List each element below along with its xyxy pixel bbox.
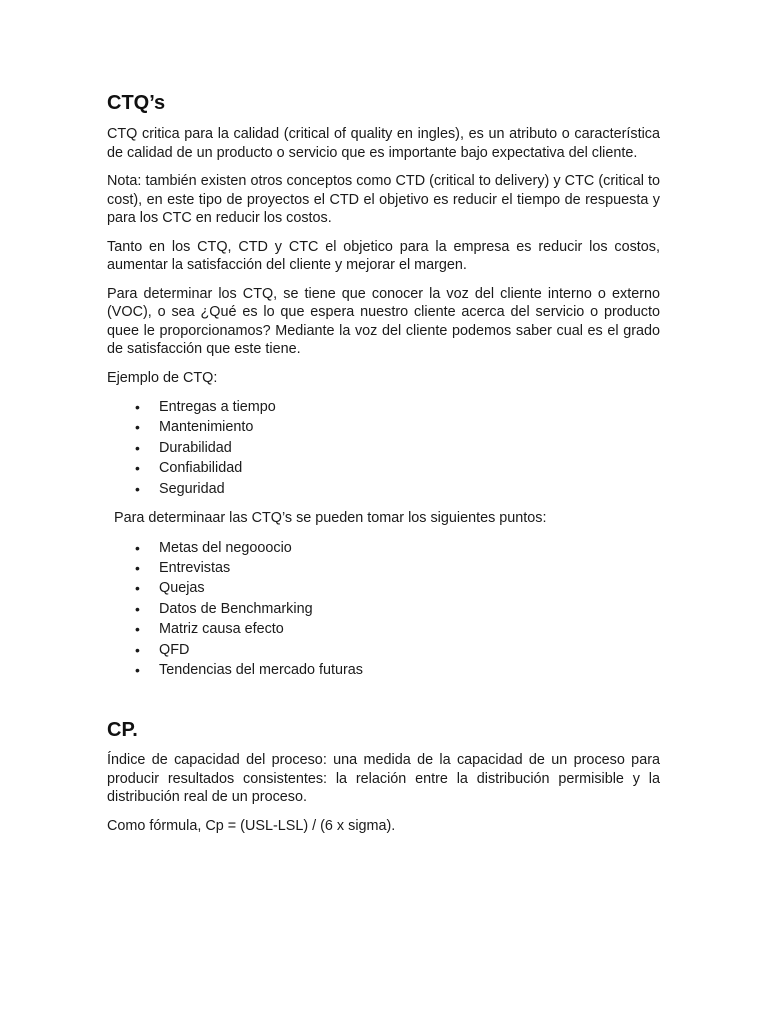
list-item xyxy=(107,599,660,619)
paragraph-cp-definition: Índice de capacidad del proceso: una medida de la capacidad de un proceso para producir resultados consistentes: la relación entre la distribución permisible y la distribución real de un proceso. xyxy=(107,752,660,806)
list-item-text: Quejas xyxy=(159,580,205,597)
list-item xyxy=(107,417,660,437)
bullet-icon: • xyxy=(135,580,140,597)
list-item-text: Entregas a tiempo xyxy=(159,399,276,415)
list-item-text: Mantenimiento xyxy=(159,419,254,436)
list-item-text: Confiabilidad xyxy=(159,460,243,477)
bullet-icon: • xyxy=(135,621,140,638)
list-item xyxy=(107,578,660,598)
list-item-text: QFD xyxy=(159,641,190,658)
list-item-text: Durabilidad xyxy=(159,439,232,456)
list-item xyxy=(107,438,660,458)
bullet-icon: • xyxy=(135,539,140,556)
paragraph-cp-formula: Como fórmula, Cp = (USL-LSL) / (6 x sigma). xyxy=(107,817,396,834)
bullet-icon: • xyxy=(135,399,140,415)
paragraph-voc: Para determinar los CTQ, se tiene que conocer la voz del cliente interno o externo (VOC), o sea ¿Qué es lo que espera nuestro cliente acerca del servicio o producto quee le proporcionamos? Mediante la voz del cliente podemos saber cual es el grado de satisfacción que este tiene. xyxy=(107,285,660,357)
list-item-text: Seguridad xyxy=(159,480,225,497)
paragraph-objetivo: Tanto en los CTQ, CTD y CTC el objetico para la empresa es reducir los costos, aumentar la satisfacción del cliente y mejorar el margen. xyxy=(107,238,660,273)
list-item-text: Datos de Benchmarking xyxy=(159,600,313,617)
bullet-icon: • xyxy=(135,419,140,436)
bullet-icon: • xyxy=(135,460,140,477)
list-item-text: Tendencias del mercado futuras xyxy=(159,661,363,678)
bullet-icon: • xyxy=(135,600,140,617)
example-list xyxy=(107,397,660,499)
section-title-cp: CP. xyxy=(107,719,138,742)
bullet-icon: • xyxy=(135,439,140,456)
list-item-text: Matriz causa efecto xyxy=(159,621,284,638)
list-item xyxy=(107,660,660,680)
list-item xyxy=(107,538,660,558)
bullet-icon: • xyxy=(135,661,140,678)
list-item xyxy=(107,479,660,499)
points-label: Para determinaar las CTQ’s se pueden tomar los siguientes puntos: xyxy=(114,510,547,527)
bullet-icon: • xyxy=(135,480,140,497)
list-item xyxy=(107,397,660,417)
list-item xyxy=(107,558,660,578)
list-item xyxy=(107,458,660,478)
list-item-text: Entrevistas xyxy=(159,559,231,576)
points-list xyxy=(107,538,660,681)
bullet-icon: • xyxy=(135,559,140,576)
document-page xyxy=(107,88,660,845)
section-title-ctqs: CTQ’s xyxy=(107,92,166,114)
example-label: Ejemplo de CTQ: xyxy=(107,369,218,386)
list-item xyxy=(107,640,660,660)
bullet-icon: • xyxy=(135,641,140,658)
paragraph-ctq-definition: CTQ critica para la calidad (critical of quality en ingles), es un atributo o característica de calidad de un producto o servicio que es importante bajo expectativa del cliente. xyxy=(107,126,660,161)
paragraph-nota: Nota: también existen otros conceptos como CTD (critical to delivery) y CTC (critical to cost), en este tipo de proyectos el CTD el objetivo es reducir el tiempo de respuesta y para los CTC en reducir los costos. xyxy=(107,173,660,226)
list-item xyxy=(107,619,660,639)
list-item-text: Metas del negooocio xyxy=(159,539,292,556)
